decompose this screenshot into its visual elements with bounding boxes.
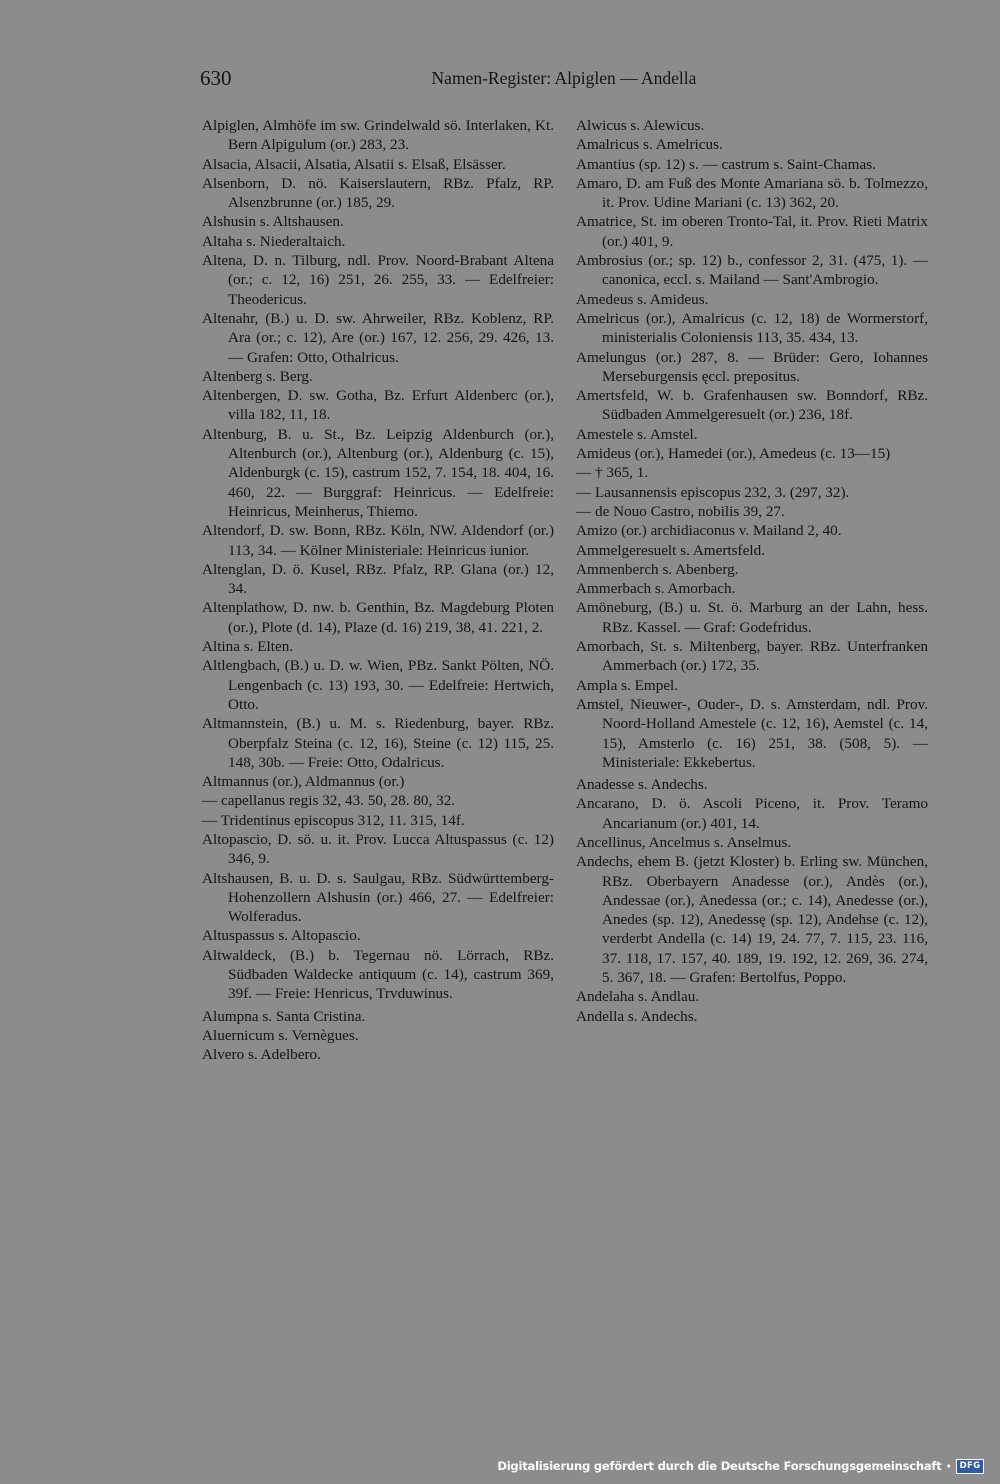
register-entry: Alumpna s. Santa Cristina. — [202, 1007, 366, 1025]
register-entry: Aluernicum s. Vernègues. — [202, 1026, 359, 1044]
register-entry: Altopascio, D. sö. u. it. Prov. Lucca Altuspassus (c. 12) 346, 9. — [202, 830, 554, 868]
register-entry: Amaro, D. am Fuß des Monte Amariana sö. b. Tolmezzo, it. Prov. Udine Mariani (c. 13) 362, 20. — [576, 174, 928, 212]
register-entry: Alpiglen, Almhöfe im sw. Grindelwald sö. Interlaken, Kt. Bern Alpigulum (or.) 283, 23. — [202, 117, 554, 154]
register-entry: Altenglan, D. ö. Kusel, RBz. Pfalz, RP. Glana (or.) 12, 34. — [202, 560, 554, 598]
register-entry: Altenbergen, D. sw. Gotha, Bz. Erfurt Aldenberc (or.), villa 182, 11, 18. — [202, 387, 554, 424]
register-subentry: — Tridentinus episcopus 312, 11. 315, 14f. — [202, 811, 465, 829]
register-entry: Alwicus s. Alewicus. — [576, 117, 705, 134]
credit-text: Digitalisierung gefördert durch die Deutsche Forschungsgemeinschaft — [497, 1459, 942, 1473]
register-entry: Altuspassus s. Altopascio. — [202, 927, 361, 945]
register-entry: Amideus (or.), Hamedei (or.), Amedeus (c. 13—15) — [576, 445, 891, 463]
register-entry: Ammelgeresuelt s. Amertsfeld. — [576, 541, 765, 559]
register-entry: Altwaldeck, (B.) b. Tegernau nö. Lörrach, RBz. Südbaden Waldecke antiquum (c. 14), castrum 369, 39f. — Freie: Henricus, Trvduwinus. — [202, 946, 554, 1003]
register-column-left — [202, 116, 554, 1065]
register-entry: Andella s. Andechs. — [576, 1007, 698, 1025]
register-entry: Amantius (sp. 12) s. — castrum s. Saint-Chamas. — [576, 155, 876, 173]
register-entry: Amstel, Nieuwer-, Ouder-, D. s. Amsterdam, ndl. Prov. Noord-Holland Amestele (c. 12, 16), Aemstel (c. 14, 15), Amsterlo (c. 16) 251, 38. (508, 5). — Ministeriale: Ekkebertus. — [576, 695, 928, 771]
register-entry: Ambrosius (or.; sp. 12) b., confessor 2, 31. (475, 1). — canonica, eccl. s. Mailand — Sant'Ambrogio. — [576, 252, 928, 289]
page-number: 630 — [200, 66, 232, 90]
register-entry: Alsenborn, D. nö. Kaiserslautern, RBz. Pfalz, RP. Alsenzbrunne (or.) 185, 29. — [202, 174, 554, 212]
page-header — [200, 66, 928, 94]
register-entry: Altmannus (or.), Aldmannus (or.) — [202, 773, 405, 791]
register-entry: Amertsfeld, W. b. Grafenhausen sw. Bonndorf, RBz. Südbaden Ammelgeresuelt (or.) 236, 18f. — [576, 387, 928, 424]
register-subentry: — capellanus regis 32, 43. 50, 28. 80, 32. — [202, 792, 456, 810]
register-entry: Ammenberch s. Abenberg. — [576, 560, 739, 578]
register-entry: Ampla s. Empel. — [576, 676, 679, 694]
register-entry: Andechs, ehem B. (jetzt Kloster) b. Erling sw. München, RBz. Oberbayern Anadesse (or.), Andès (or.), Andessae (or.), Anedessa (or.; c. 14), Anedesse (or.), Anedes (sp. 12), Anedessę (sp. 12), Andehse (c. 12), verderbt Andella (c. 14) 19, 24. 77, 7. 115, 23. 116, 37. 118, 17. 157, 40. 189, 19. 192, 12. 269, 36. 274, 5. 367, 18. — Grafen: Bertolfus, Poppo. — [576, 853, 928, 987]
register-entry: Altina s. Elten. — [202, 638, 294, 656]
register-entry: Altshausen, B. u. D. s. Saulgau, RBz. Südwürttemberg-Hohenzollern Alshusin (or.) 466, 27. — Edelfreier: Wolferadus. — [202, 869, 554, 926]
register-entry: Altlengbach, (B.) u. D. w. Wien, PBz. Sankt Pölten, NÖ. Lengenbach (c. 13) 193, 30. — Edelfreie: Hertwich, Otto. — [202, 657, 554, 713]
dfg-logo-icon: DFG — [956, 1459, 984, 1474]
register-entry: Altendorf, D. sw. Bonn, RBz. Köln, NW. Aldendorf (or.) 113, 34. — Kölner Ministeriale: Heinricus iunior. — [202, 522, 554, 559]
register-entry: Amedeus s. Amideus. — [576, 290, 709, 308]
register-entry: Altena, D. n. Tilburg, ndl. Prov. Noord-Brabant Altena (or.; c. 12, 16) 251, 26. 255, 33. — Edelfreier: Theodericus. — [202, 252, 554, 308]
register-entry: Ancellinus, Ancelmus s. Anselmus. — [576, 833, 792, 851]
register-column-right — [576, 116, 928, 1026]
register-entry: Alsacia, Alsacii, Alsatia, Alsatii s. Elsaß, Elsässer. — [202, 155, 506, 173]
register-entry: Amelungus (or.) 287, 8. — Brüder: Gero, Iohannes Merseburgensis ęccl. prepositus. — [576, 348, 928, 385]
register-entry: Ammerbach s. Amorbach. — [576, 580, 736, 598]
running-head: Namen-Register: Alpiglen — Andella — [431, 68, 697, 88]
register-entry: Altenplathow, D. nw. b. Genthin, Bz. Magdeburg Ploten (or.), Plote (d. 14), Plaze (d. 16) 219, 38, 41. 221, 2. — [202, 599, 554, 636]
register-entry: Amestele s. Amstel. — [576, 425, 698, 443]
credit-separator: • — [945, 1459, 952, 1473]
register-entry: Andelaha s. Andlau. — [576, 988, 700, 1006]
register-entry: Altaha s. Niederaltaich. — [202, 232, 346, 250]
register-entry: Alvero s. Adelbero. — [202, 1046, 321, 1064]
register-entry: Amöneburg, (B.) u. St. ö. Marburg an der Lahn, hess. RBz. Kassel. — Graf: Godefridus. — [576, 599, 928, 636]
register-entry: Amizo (or.) archidiaconus v. Mailand 2, 40. — [576, 522, 842, 540]
register-entry: Amorbach, St. s. Miltenberg, bayer. RBz. Unterfranken Ammerbach (or.) 172, 35. — [576, 638, 928, 675]
register-entry: Amalricus s. Amelricus. — [576, 136, 723, 154]
register-entry: Altenberg s. Berg. — [202, 367, 313, 385]
register-entry: Altmannstein, (B.) u. M. s. Riedenburg, bayer. RBz. Oberpfalz Steina (c. 12, 16), Steine (c. 12) 115, 25. 148, 30b. — Freie: Otto, Odalricus. — [202, 715, 554, 771]
register-entry: Ancarano, D. ö. Ascoli Piceno, it. Prov. Teramo Ancarianum (or.) 401, 14. — [576, 795, 928, 832]
digitization-credit — [497, 1458, 984, 1474]
register-entry: Anadesse s. Andechs. — [576, 776, 708, 794]
register-entry: Altenburg, B. u. St., Bz. Leipzig Aldenburch (or.), Altenburch (or.), Altenburg (or.), Aldenburg (c. 15), Aldenburgk (c. 15), castrum 152, 7. 154, 18. 404, 16. 460, 22. — Burggraf: Heinricus. — Edelfreie: Heinricus, Meinherus, Thiemo. — [202, 425, 554, 520]
register-entry: Amelricus (or.), Amalricus (c. 12, 18) de Wormerstorf, ministerialis Coloniensis 113, 35. 434, 13. — [576, 309, 928, 347]
register-entry: Altenahr, (B.) u. D. sw. Ahrweiler, RBz. Koblenz, RP. Ara (or.; c. 12), Are (or.) 167, 12. 256, 29. 426, 13. — Grafen: Otto, Othalricus. — [202, 309, 554, 366]
register-subentry: — de Nouo Castro, nobilis 39, 27. — [576, 502, 785, 520]
register-subentry: — Lausannensis episcopus 232, 3. (297, 32). — [576, 483, 850, 501]
register-subentry: — † 365, 1. — [576, 464, 649, 482]
register-entry: Alshusin s. Altshausen. — [202, 213, 344, 231]
register-entry: Amatrice, St. im oberen Tronto-Tal, it. Prov. Rieti Matrix (or.) 401, 9. — [576, 213, 928, 250]
